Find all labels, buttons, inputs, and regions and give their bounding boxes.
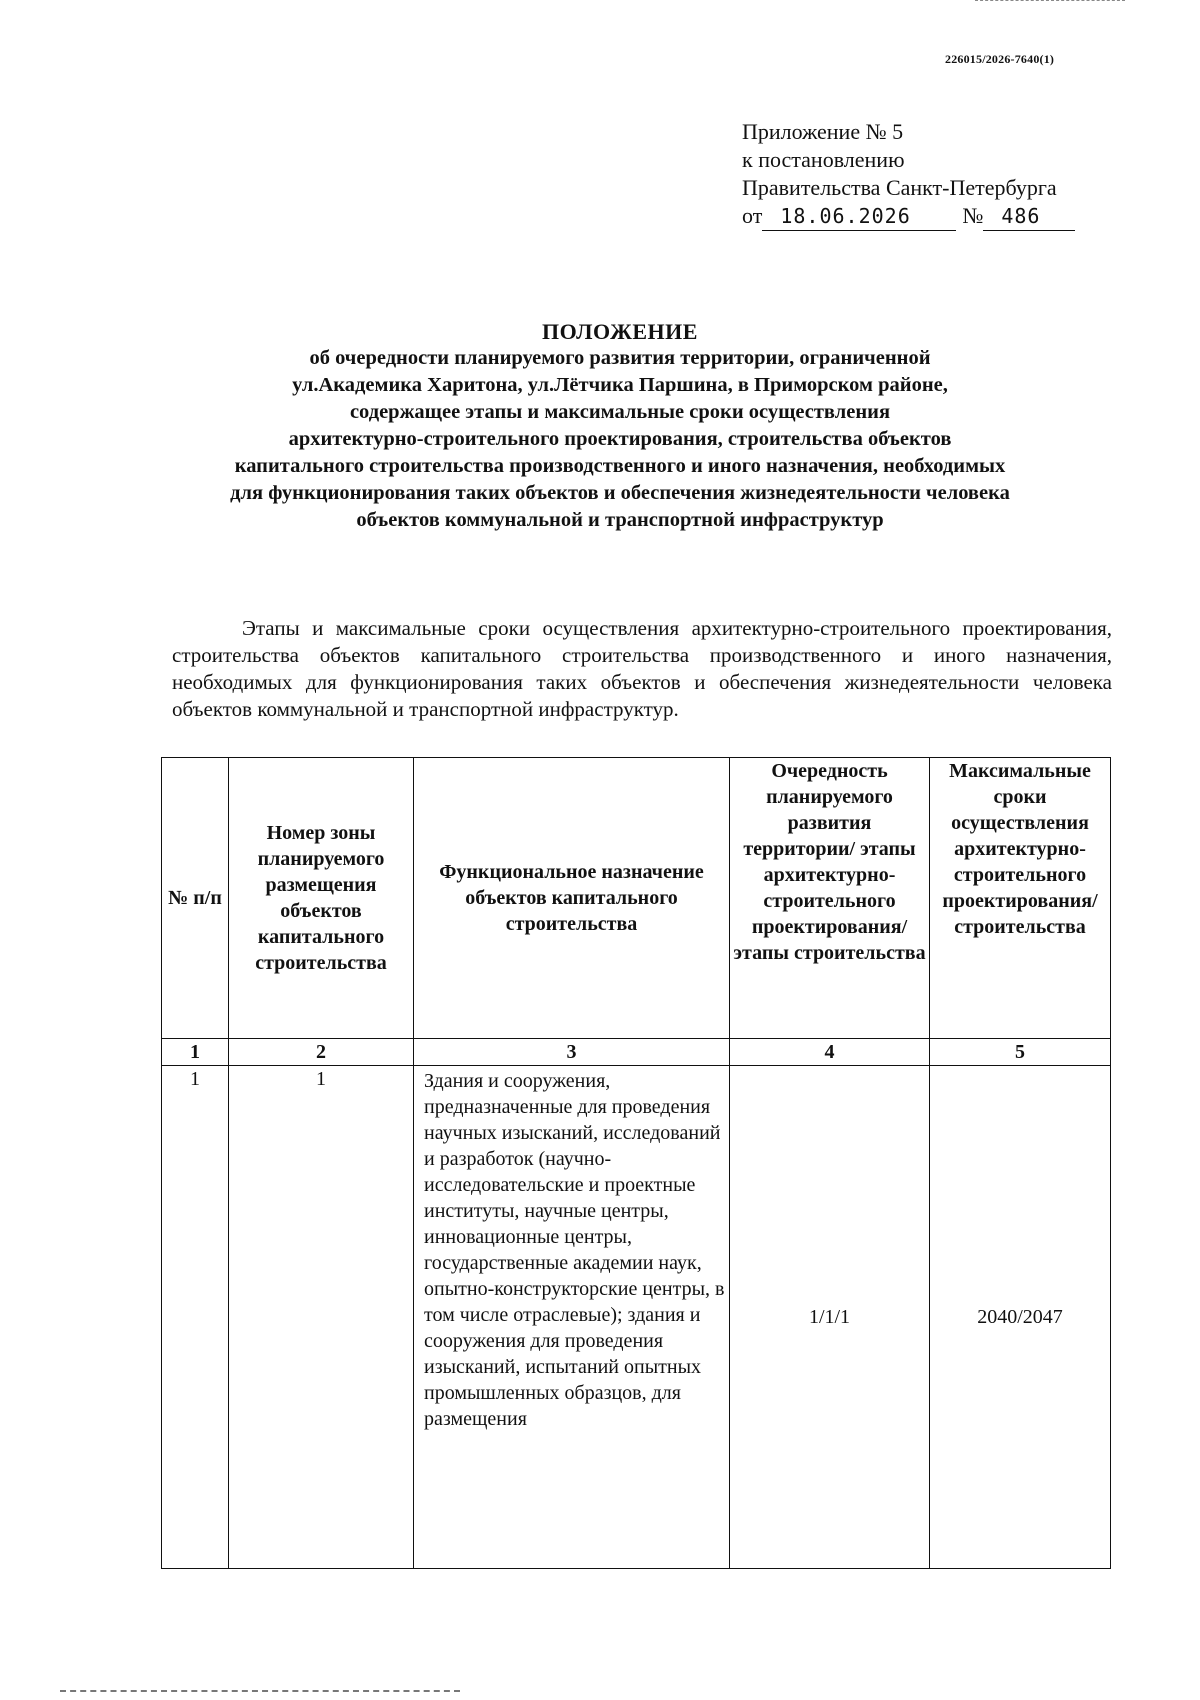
appendix-date-row bbox=[742, 202, 1075, 231]
column-number: 4 bbox=[730, 1039, 930, 1066]
title-line: объектов коммунальной и транспортной инфраструктур bbox=[356, 509, 884, 531]
table-row bbox=[162, 1066, 1111, 1569]
from-label: от bbox=[742, 203, 763, 228]
cell-deadline: 2040/2047 bbox=[930, 1066, 1111, 1569]
appendix-block bbox=[742, 118, 1075, 231]
title-line: для функционирования таких объектов и обеспечения жизнедеятельности человека bbox=[230, 482, 1010, 504]
column-number: 3 bbox=[414, 1039, 730, 1066]
column-number: 2 bbox=[229, 1039, 414, 1066]
document-title bbox=[150, 318, 1090, 534]
title-line: ул.Академика Харитона, ул.Лётчика Паршина, в Приморском районе, bbox=[292, 374, 948, 396]
title-line: содержащее этапы и максимальные сроки осуществления bbox=[349, 401, 891, 423]
column-number: 1 bbox=[162, 1039, 229, 1066]
table-header-row bbox=[162, 758, 1111, 1039]
intro-paragraph: Этапы и максимальные сроки осуществления архитектурно-строительного проектирования, строительства объектов капитального строительства производственного и иного назначения, необходимых для функционирования таких объектов и обеспечения жизнедеятельности человека объектов коммунальной и транспортной инфраструктур. bbox=[172, 616, 1112, 721]
title-line: архитектурно-строительного проектирования, строительства объектов bbox=[288, 428, 952, 450]
title-line: капитального строительства производственного и иного назначения, необходимых bbox=[234, 455, 1006, 477]
header-zone: Номер зоны планируемого размещения объектов капитального строительства bbox=[229, 758, 414, 1039]
appendix-line-3: Правительства Санкт-Петербурга bbox=[742, 175, 1057, 200]
stages-table bbox=[161, 757, 1111, 1569]
resolution-number: 486 bbox=[983, 202, 1075, 231]
column-number-row bbox=[162, 1039, 1111, 1066]
title-line: об очередности планируемого развития территории, ограниченной bbox=[309, 347, 931, 369]
cell-index: 1 bbox=[162, 1066, 229, 1569]
cell-zone: 1 bbox=[229, 1066, 414, 1569]
cell-order: 1/1/1 bbox=[730, 1066, 930, 1569]
scan-artifact-bottom bbox=[60, 1690, 460, 1694]
header-index: № п/п bbox=[162, 758, 229, 1039]
resolution-date: 18.06.2026 bbox=[762, 202, 956, 231]
scan-artifact-top bbox=[975, 0, 1125, 3]
column-number: 5 bbox=[930, 1039, 1111, 1066]
header-purpose: Функциональное назначение объектов капитального строительства bbox=[414, 758, 730, 1039]
header-order: Очередность планируемого развития территории/ этапы архитектурно-строительного проектирования/ этапы строительства bbox=[730, 758, 930, 1039]
number-label: № bbox=[962, 203, 984, 228]
appendix-line-1: Приложение № 5 bbox=[742, 119, 904, 144]
appendix-line-2: к постановлению bbox=[742, 147, 905, 172]
document-id: 226015/2026-7640(1) bbox=[945, 52, 1055, 66]
title-heading: ПОЛОЖЕНИЕ bbox=[542, 319, 698, 344]
header-deadline: Максимальные сроки осуществления архитектурно-строительного проектирования/ строительства bbox=[930, 758, 1111, 1039]
cell-purpose: Здания и сооружения, предназначенные для проведения научных изысканий, исследований и разработок (научно-исследовательские и проектные институты, научные центры, инновационные центры, государственные академии наук, опытно-конструкторские центры, в том числе отраслевые); здания и сооружения для проведения изысканий, испытаний опытных промышленных образцов, для размещения bbox=[414, 1066, 730, 1569]
